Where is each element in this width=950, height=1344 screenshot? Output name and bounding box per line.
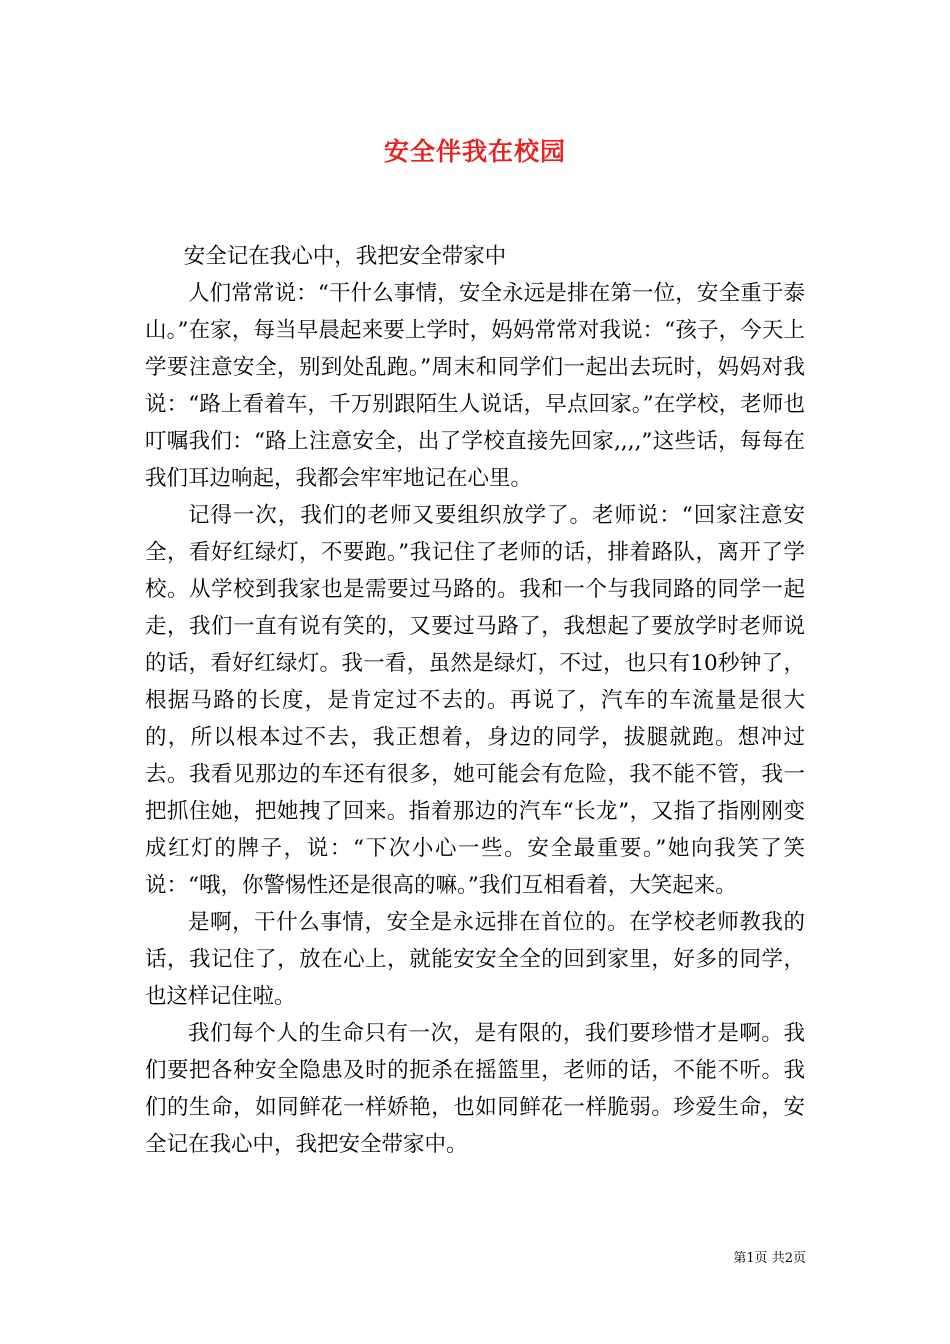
paragraph-2: 记得一次，我们的老师又要组织放学了。老师说：“回家注意安全，看好红绿灯，不要跑。”我记住了老师的话，排着路队，离开了学校。从学校到我家也是需要过马路的。我和一个与我同路的同学一起走，我们一直有说有笑的，又要过马路了，我想起了要放学时老师说的话，看好红绿灯。我一看，虽然是绿灯，不过，也只有10秒钟了，根据马路的长度，是肯定过不去的。再说了，汽车的车流量是很大的，所以根本过不去，我正想着，身边的同学，拔腿就跑。想冲过去。我看见那边的车还有很多，她可能会有危险，我不能不管，我一把抓住她，把她拽了回来。指着那边的汽车“长龙”，又指了指刚刚变成红灯的牌子，说：“下次小心一些。安全最重要。”她向我笑了笑说：“哦，你警惕性还是很高的嘛。”我们互相看着，大笑起来。 — [145, 503, 805, 898]
document-subtitle: 安全记在我心中，我把安全带家中 — [183, 244, 507, 269]
document-body — [145, 238, 805, 1163]
paragraph-3: 是啊，干什么事情，安全是永远排在首位的。在学校老师教我的话，我记住了，放在心上，就能安安全全的回到家里，好多的同学，也这样记住啦。 — [145, 910, 805, 1009]
paragraph-4: 我们每个人的生命只有一次，是有限的，我们要珍惜才是啊。我们要把各种安全隐患及时的扼杀在摇篮里，老师的话，不能不听。我们的生命，如同鲜花一样娇艳，也如同鲜花一样脆弱。珍爱生命，安全记在我心中，我把安全带家中。 — [145, 1021, 805, 1157]
paragraph-1: 人们常常说：“干什么事情，安全永远是排在第一位，安全重于泰山。”在家，每当早晨起来要上学时，妈妈常常对我说：“孩子，今天上学要注意安全，别到处乱跑。”周末和同学们一起出去玩时，妈妈对我说：“路上看着车，千万别跟陌生人说话，早点回家。”在学校，老师也叮嘱我们：“路上注意安全，出了学校直接先回家,,,,”这些话，每每在我们耳边响起，我都会牢牢地记在心里。 — [145, 281, 805, 491]
document-title: 安全伴我在校园 — [383, 137, 566, 166]
page-indicator: 第1页 共2页 — [733, 1251, 806, 1266]
